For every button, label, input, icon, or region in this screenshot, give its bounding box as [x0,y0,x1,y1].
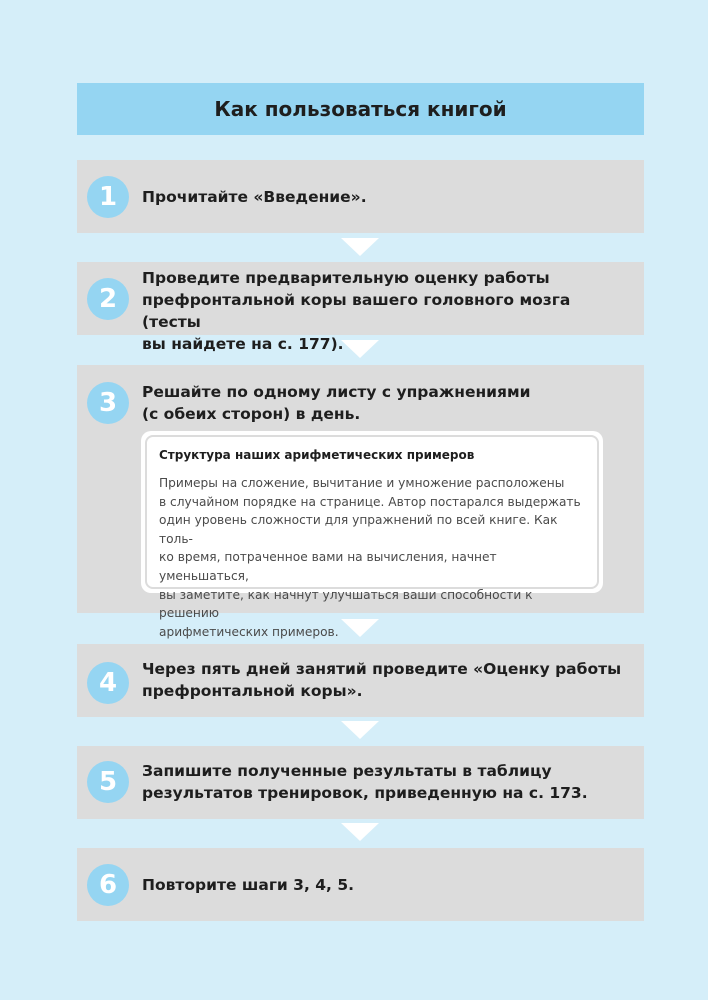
step-text: Решайте по одному листу с упражнениями (с обеих сторон) в день. [142,383,531,423]
step-2 [77,262,644,353]
step-6 [77,848,644,921]
step-5 [77,746,644,819]
step-number-badge: 3 [87,382,129,424]
step-number-badge: 2 [87,278,129,320]
note-title: Структура наших арифметических примеров [159,448,475,462]
step-number-badge: 4 [87,662,129,704]
step-number-badge: 5 [87,761,129,803]
page-title: Как пользоваться книгой [214,97,507,121]
step-number-badge: 6 [87,864,129,906]
down-arrow-icon [341,619,379,637]
down-arrow-icon [341,721,379,739]
note-body: Примеры на сложение, вычитание и умножение расположены в случайном порядке на странице. Автор постарался выдержать один уровень сложности для упражнений по всей книге. Как толь- ко время, потраченное вами на вычисления, начнет уменьшаться, вы заметите, как начнут улучшаться ваши способности к решению арифметических примеров. [159,476,581,639]
down-arrow-icon [341,823,379,841]
step-3 [77,365,644,639]
step-text: Через пять дней занятий проведите «Оценку работы префронтальной коры». [142,660,622,700]
step-4 [77,644,644,717]
step-number-badge: 1 [87,176,129,218]
page-header [77,83,644,135]
note-box [141,431,603,639]
down-arrow-icon [341,340,379,358]
step-1 [77,160,644,233]
step-text: Прочитайте «Введение». [142,188,367,206]
step-text: Запишите полученные результаты в таблицу результатов тренировок, приведенную на с. 173. [142,762,588,802]
down-arrow-icon [341,238,379,256]
step-text: Повторите шаги 3, 4, 5. [142,876,354,894]
note-frame [145,435,599,639]
step-text: Проведите предварительную оценку работы префронтальной коры вашего головного мозга (тесты вы найдете на с. 177). [142,269,571,353]
